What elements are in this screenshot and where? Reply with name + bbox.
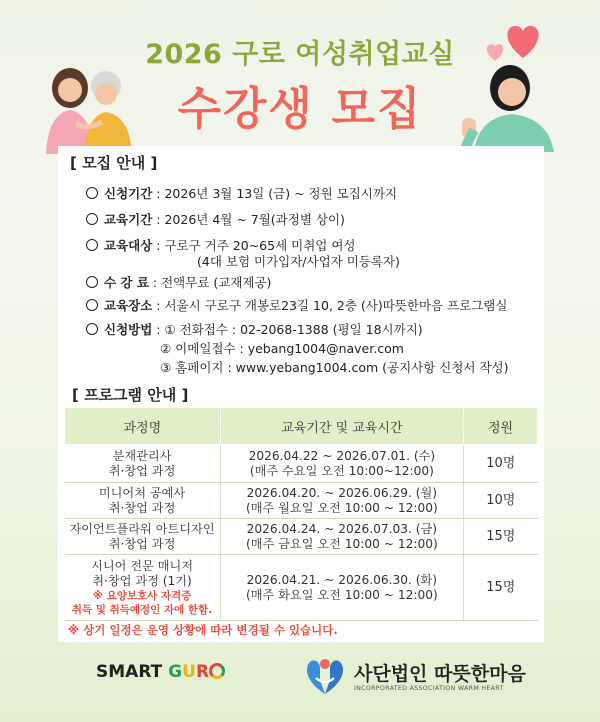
circle-bullet-icon: [86, 213, 98, 225]
course-name-cell: 자이언트플라워 아트디자인 취·창업 과정: [65, 519, 221, 555]
program-heading: [ 프로그램 안내 ]: [72, 386, 189, 404]
course-name-cell: 미니어처 공예사 취·창업 과정: [65, 483, 221, 519]
circle-bullet-icon: [86, 299, 98, 311]
logo-ring-icon: [209, 663, 225, 679]
info-row-target: 교육대상 : 구로구 거주 20~65세 미취업 여성: [86, 236, 355, 254]
period-cell: 2026.04.20. ~ 2026.06.29. (월) (매주 월요일 오전 10:00 ~ 12:00): [220, 483, 464, 519]
schedule-footnote: ※ 상기 일정은 운영 상황에 따라 변경될 수 있습니다.: [68, 623, 338, 637]
period-cell: 2026.04.21. ~ 2026.06.30. (화) (매주 화요일 오전 10:00 ~ 12:00): [220, 555, 464, 621]
recruit-heading: [ 모집 안내 ]: [70, 154, 158, 172]
info-row-fee: 수 강 료 : 전액무료 (교재제공): [86, 273, 271, 291]
circle-bullet-icon: [86, 239, 98, 251]
table-row: [65, 519, 538, 555]
org-name-english: INCORPORATED ASSOCIATION WARM HEART: [354, 685, 504, 692]
org-name: 사단법인 따뜻한마음: [354, 663, 526, 685]
info-row-apply-period: 신청기간 : 2026년 3월 13일 (금) ~ 정원 모집시까지: [86, 184, 397, 202]
requirement-note: ※ 요양보호사 자격증: [92, 589, 192, 602]
capacity-cell: 15명: [464, 519, 538, 555]
program-table: [64, 407, 538, 621]
circle-bullet-icon: [86, 187, 98, 199]
title-year-line: 2026 구로 여성취업교실: [145, 39, 455, 70]
circle-bullet-icon: [86, 276, 98, 288]
smart-guro-logo: SMART GUR: [96, 662, 225, 682]
requirement-note-2: 취득 및 취득예정인 자에 한함.: [71, 603, 213, 616]
course-name-cell: 분재관리사 취·창업 과정: [65, 445, 221, 483]
table-row: [65, 445, 538, 483]
table-row: [65, 483, 538, 519]
capacity-cell: 15명: [464, 555, 538, 621]
col-header-capacity: 정원: [464, 408, 538, 445]
circle-bullet-icon: [86, 323, 98, 335]
col-header-period: 교육기간 및 교육시간: [220, 408, 464, 445]
info-row-location: 교육장소 : 서울시 구로구 개봉로23길 10, 2층 (사)따뜻한마음 프로그램실: [86, 296, 507, 314]
col-header-course: 과정명: [65, 408, 221, 445]
info-row-target-extra: (4대 보험 미가입자/사업자 미등록자): [197, 254, 400, 269]
info-row-apply-email: ② 이메일접수 : yebang1004@naver.com: [160, 341, 404, 356]
table-row: [65, 555, 538, 621]
table-header-row: [65, 408, 538, 445]
page-title: 수강생 모집: [177, 82, 423, 135]
info-row-apply-homepage: ③ 홈페이지 : www.yebang1004.com (공지사항 신청서 작성): [160, 360, 509, 375]
info-row-apply-method: 신청방법 : ① 전화접수 : 02-2068-1388 (평일 18시까지): [86, 320, 423, 338]
course-name-cell: 시니어 전문 매니저 취·창업 과정 (1기) ※ 요양보호사 자격증 취득 및 취득예정인 자에 한함.: [65, 555, 221, 621]
period-cell: 2026.04.24. ~ 2026.07.03. (금) (매주 금요일 오전 10:00 ~ 12:00): [220, 519, 464, 555]
warm-heart-logo-icon: [302, 656, 348, 696]
info-row-edu-period: 교육기간 : 2026년 4월 ~ 7월(과정별 상이): [86, 210, 345, 228]
capacity-cell: 10명: [464, 445, 538, 483]
period-cell: 2026.04.22 ~ 2026.07.01. (수) (매주 수요일 오전 10:00~12:00): [220, 445, 464, 483]
capacity-cell: 10명: [464, 483, 538, 519]
